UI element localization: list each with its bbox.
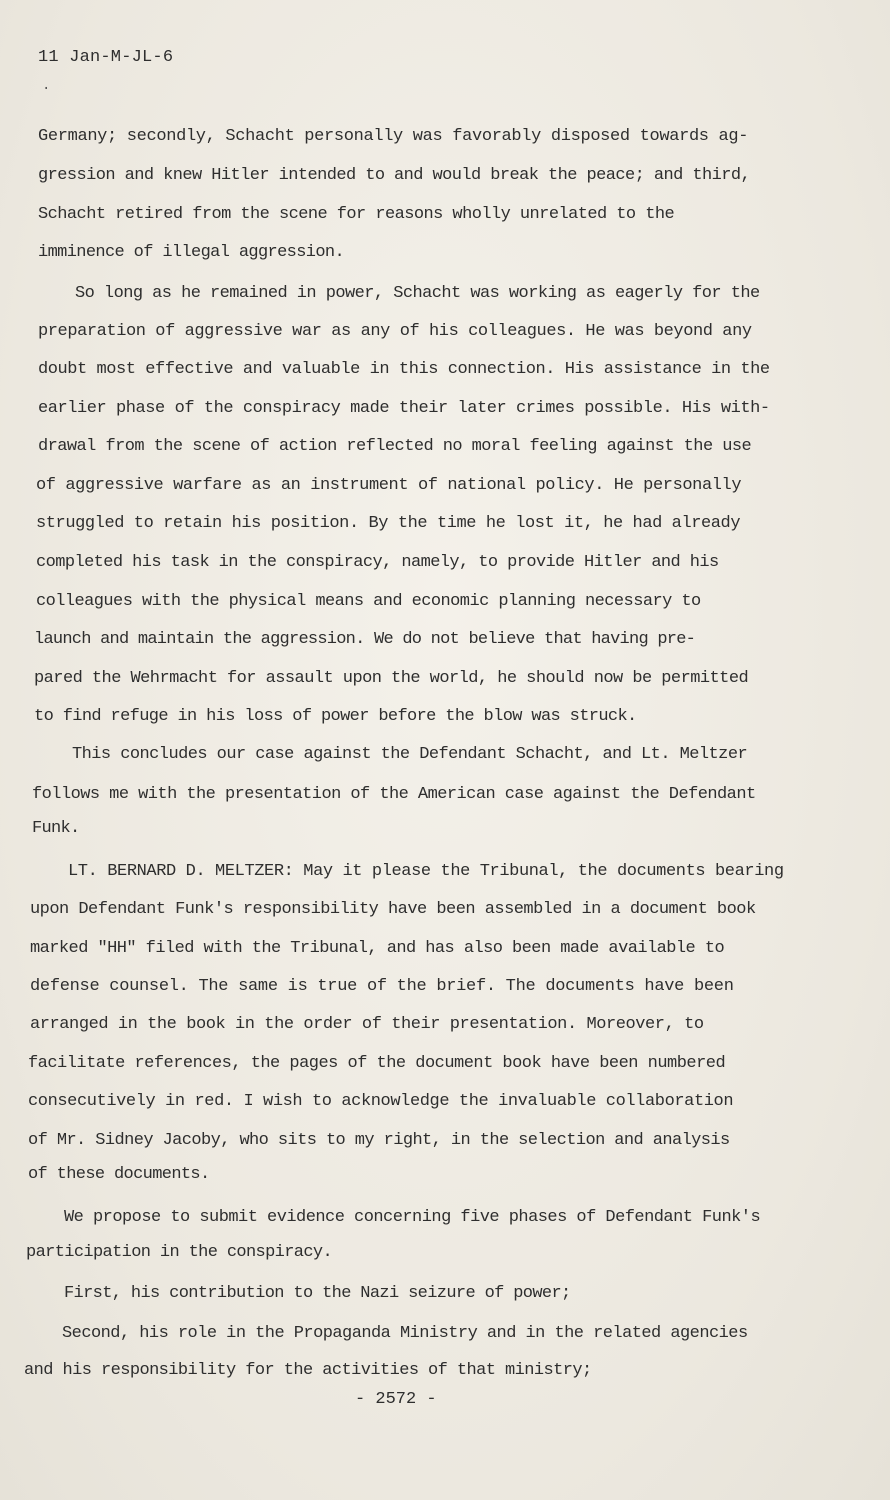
text-line: to find refuge in his loss of power before the blow was struck. xyxy=(34,707,637,726)
text-line: preparation of aggressive war as any of his colleagues. He was beyond any xyxy=(38,322,752,341)
text-line: doubt most effective and valuable in this connection. His assistance in the xyxy=(38,360,770,379)
text-line: So long as he remained in power, Schacht was working as eagerly for the xyxy=(75,284,760,303)
text-line: upon Defendant Funk's responsibility have been assembled in a document book xyxy=(30,900,756,919)
page-number: - 2572 - xyxy=(355,1390,437,1409)
text-line: follows me with the presentation of the American case against the Defendant xyxy=(32,785,756,804)
text-line: Germany; secondly, Schacht personally was favorably disposed towards ag- xyxy=(38,127,749,146)
text-line: drawal from the scene of action reflected no moral feeling against the use xyxy=(38,437,752,456)
text-line: and his responsibility for the activities of that ministry; xyxy=(24,1361,592,1380)
stray-mark: . xyxy=(42,78,51,94)
text-line: defense counsel. The same is true of the brief. The documents have been xyxy=(30,977,734,996)
text-line: We propose to submit evidence concerning five phases of Defendant Funk's xyxy=(64,1208,761,1227)
text-line: earlier phase of the conspiracy made their later crimes possible. His with- xyxy=(38,399,770,418)
page-header: 11 Jan-M-JL-6 xyxy=(38,48,174,67)
text-line: completed his task in the conspiracy, namely, to provide Hitler and his xyxy=(36,553,719,572)
text-line: of these documents. xyxy=(28,1165,210,1184)
text-line: struggled to retain his position. By the time he lost it, he had already xyxy=(36,514,741,533)
text-line: arranged in the book in the order of their presentation. Moreover, to xyxy=(30,1015,704,1034)
text-line: pared the Wehrmacht for assault upon the world, he should now be permitted xyxy=(34,669,749,688)
text-line: consecutively in red. I wish to acknowledge the invaluable collaboration xyxy=(28,1092,734,1111)
text-line: Second, his role in the Propaganda Ministry and in the related agencies xyxy=(62,1324,748,1343)
text-line: imminence of illegal aggression. xyxy=(38,243,345,262)
text-line: First, his contribution to the Nazi seizure of power; xyxy=(64,1284,571,1303)
text-line: colleagues with the physical means and economic planning necessary to xyxy=(36,592,701,611)
text-line: facilitate references, the pages of the document book have been numbered xyxy=(28,1054,726,1073)
text-line: gression and knew Hitler intended to and would break the peace; and third, xyxy=(38,166,751,185)
text-line: LT. BERNARD D. MELTZER: May it please the Tribunal, the documents bearing xyxy=(68,862,784,881)
text-line: launch and maintain the aggression. We do not believe that having pre- xyxy=(34,630,696,649)
text-line: marked "HH" filed with the Tribunal, and has also been made available to xyxy=(30,939,725,958)
text-line: This concludes our case against the Defendant Schacht, and Lt. Meltzer xyxy=(72,745,748,764)
text-line: of Mr. Sidney Jacoby, who sits to my right, in the selection and analysis xyxy=(28,1131,730,1150)
text-line: participation in the conspiracy. xyxy=(26,1243,333,1262)
text-line: Funk. xyxy=(32,819,80,838)
text-line: Schacht retired from the scene for reasons wholly unrelated to the xyxy=(38,205,675,224)
text-line: of aggressive warfare as an instrument of national policy. He personally xyxy=(36,476,742,495)
